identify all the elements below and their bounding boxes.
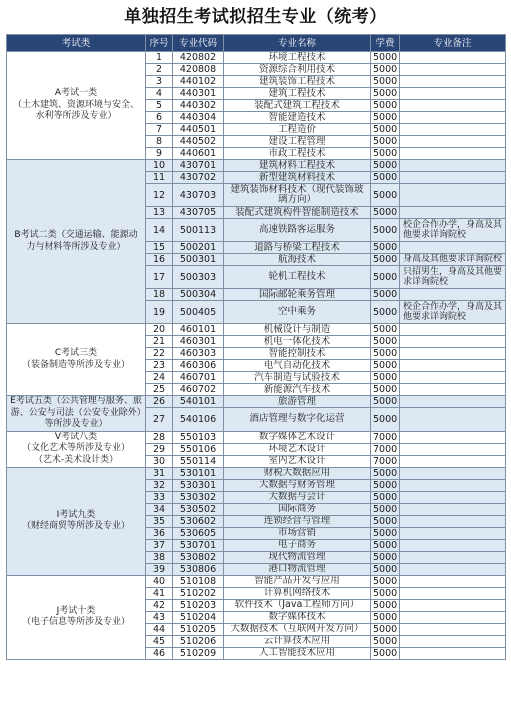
fee-cell: 5000 bbox=[371, 148, 400, 160]
note-cell bbox=[400, 324, 506, 336]
code-cell: 530301 bbox=[173, 479, 224, 491]
header-note: 专业备注 bbox=[400, 35, 506, 52]
major-name-cell: 旅游管理 bbox=[224, 396, 371, 408]
table-row bbox=[7, 467, 506, 479]
fee-cell: 5000 bbox=[371, 112, 400, 124]
major-name-cell: 轮机工程技术 bbox=[224, 266, 371, 289]
number-cell: 24 bbox=[146, 372, 173, 384]
fee-cell: 5000 bbox=[371, 539, 400, 551]
number-cell: 28 bbox=[146, 431, 173, 443]
number-cell: 44 bbox=[146, 623, 173, 635]
fee-cell: 5000 bbox=[371, 136, 400, 148]
major-name-cell: 国际邮轮乘务管理 bbox=[224, 289, 371, 301]
major-name-cell: 市场营销 bbox=[224, 527, 371, 539]
note-cell bbox=[400, 384, 506, 396]
number-cell: 13 bbox=[146, 207, 173, 219]
note-cell bbox=[400, 563, 506, 575]
category-group bbox=[7, 431, 506, 467]
code-cell: 510202 bbox=[173, 587, 224, 599]
fee-cell: 7000 bbox=[371, 455, 400, 467]
code-cell: 440302 bbox=[173, 100, 224, 112]
page-title: 单独招生考试拟招生专业（统考） bbox=[124, 7, 387, 27]
major-name-cell: 软件技术（Java工程师方向） bbox=[224, 599, 371, 611]
number-cell: 9 bbox=[146, 148, 173, 160]
major-name-cell: 道路与桥梁工程技术 bbox=[224, 242, 371, 254]
code-cell: 510209 bbox=[173, 647, 224, 659]
note-cell bbox=[400, 611, 506, 623]
number-cell: 8 bbox=[146, 136, 173, 148]
fee-cell: 5000 bbox=[371, 172, 400, 184]
note-cell bbox=[400, 112, 506, 124]
number-cell: 4 bbox=[146, 88, 173, 100]
category-cell: A考试一类 （土木建筑、资源环境与安全、水利等所涉及专业） bbox=[7, 52, 146, 160]
note-cell bbox=[400, 431, 506, 443]
number-cell: 31 bbox=[146, 467, 173, 479]
note-cell bbox=[400, 575, 506, 587]
code-cell: 540101 bbox=[173, 396, 224, 408]
fee-cell: 5000 bbox=[371, 348, 400, 360]
note-cell bbox=[400, 64, 506, 76]
category-group bbox=[7, 396, 506, 432]
number-cell: 37 bbox=[146, 539, 173, 551]
code-cell: 530605 bbox=[173, 527, 224, 539]
code-cell: 550106 bbox=[173, 443, 224, 455]
code-cell: 500301 bbox=[173, 254, 224, 266]
fee-cell: 5000 bbox=[371, 467, 400, 479]
note-cell bbox=[400, 360, 506, 372]
major-name-cell: 机械设计与制造 bbox=[224, 324, 371, 336]
category-group bbox=[7, 160, 506, 324]
note-cell bbox=[400, 635, 506, 647]
note-cell bbox=[400, 539, 506, 551]
number-cell: 15 bbox=[146, 242, 173, 254]
fee-cell: 5000 bbox=[371, 88, 400, 100]
code-cell: 530602 bbox=[173, 515, 224, 527]
major-name-cell: 建筑材料工程技术 bbox=[224, 160, 371, 172]
code-cell: 500304 bbox=[173, 289, 224, 301]
major-name-cell: 电气自动化技术 bbox=[224, 360, 371, 372]
number-cell: 2 bbox=[146, 64, 173, 76]
code-cell: 530802 bbox=[173, 551, 224, 563]
major-name-cell: 智能建造技术 bbox=[224, 112, 371, 124]
number-cell: 11 bbox=[146, 172, 173, 184]
code-cell: 460301 bbox=[173, 336, 224, 348]
code-cell: 440102 bbox=[173, 76, 224, 88]
note-cell bbox=[400, 491, 506, 503]
note-cell bbox=[400, 396, 506, 408]
fee-cell: 5000 bbox=[371, 324, 400, 336]
major-name-cell: 智能控制技术 bbox=[224, 348, 371, 360]
fee-cell: 5000 bbox=[371, 623, 400, 635]
note-cell bbox=[400, 124, 506, 136]
fee-cell: 5000 bbox=[371, 503, 400, 515]
number-cell: 16 bbox=[146, 254, 173, 266]
fee-cell: 5000 bbox=[371, 372, 400, 384]
note-cell bbox=[400, 587, 506, 599]
category-group bbox=[7, 52, 506, 160]
fee-cell: 5000 bbox=[371, 563, 400, 575]
number-cell: 3 bbox=[146, 76, 173, 88]
note-cell: 校企合作办学，身高及其他要求详询院校 bbox=[400, 301, 506, 324]
major-name-cell: 机电一体化技术 bbox=[224, 336, 371, 348]
table-row bbox=[7, 160, 506, 172]
number-cell: 23 bbox=[146, 360, 173, 372]
number-cell: 45 bbox=[146, 635, 173, 647]
note-cell bbox=[400, 336, 506, 348]
code-cell: 540106 bbox=[173, 408, 224, 431]
number-cell: 12 bbox=[146, 184, 173, 207]
note-cell bbox=[400, 136, 506, 148]
table-row bbox=[7, 52, 506, 64]
fee-cell: 5000 bbox=[371, 408, 400, 431]
major-name-cell: 酒店管理与数字化运营 bbox=[224, 408, 371, 431]
code-cell: 530806 bbox=[173, 563, 224, 575]
number-cell: 43 bbox=[146, 611, 173, 623]
major-name-cell: 资源综合利用技术 bbox=[224, 64, 371, 76]
code-cell: 440304 bbox=[173, 112, 224, 124]
major-name-cell: 大数据与会计 bbox=[224, 491, 371, 503]
category-group bbox=[7, 575, 506, 659]
header-fee: 学费 bbox=[371, 35, 400, 52]
code-cell: 550114 bbox=[173, 455, 224, 467]
major-name-cell: 计算机网络技术 bbox=[224, 587, 371, 599]
fee-cell: 5000 bbox=[371, 527, 400, 539]
major-name-cell: 大数据与财务管理 bbox=[224, 479, 371, 491]
major-name-cell: 云计算技术应用 bbox=[224, 635, 371, 647]
number-cell: 20 bbox=[146, 324, 173, 336]
major-name-cell: 航海技术 bbox=[224, 254, 371, 266]
fee-cell: 5000 bbox=[371, 384, 400, 396]
major-name-cell: 智能产品开发与应用 bbox=[224, 575, 371, 587]
code-cell: 530302 bbox=[173, 491, 224, 503]
code-cell: 440301 bbox=[173, 88, 224, 100]
major-name-cell: 国际商务 bbox=[224, 503, 371, 515]
major-name-cell: 财税大数据应用 bbox=[224, 467, 371, 479]
code-cell: 460306 bbox=[173, 360, 224, 372]
major-name-cell: 数字媒体技术 bbox=[224, 611, 371, 623]
fee-cell: 5000 bbox=[371, 184, 400, 207]
code-cell: 510108 bbox=[173, 575, 224, 587]
major-name-cell: 市政工程技术 bbox=[224, 148, 371, 160]
number-cell: 19 bbox=[146, 301, 173, 324]
note-cell bbox=[400, 100, 506, 112]
number-cell: 6 bbox=[146, 112, 173, 124]
number-cell: 32 bbox=[146, 479, 173, 491]
code-cell: 530701 bbox=[173, 539, 224, 551]
fee-cell: 5000 bbox=[371, 647, 400, 659]
fee-cell: 5000 bbox=[371, 587, 400, 599]
note-cell bbox=[400, 88, 506, 100]
header-major-name: 专业名称 bbox=[224, 35, 371, 52]
table-row bbox=[7, 324, 506, 336]
table-row bbox=[7, 431, 506, 443]
number-cell: 14 bbox=[146, 219, 173, 242]
note-cell bbox=[400, 207, 506, 219]
fee-cell: 5000 bbox=[371, 575, 400, 587]
note-cell bbox=[400, 242, 506, 254]
note-cell bbox=[400, 503, 506, 515]
number-cell: 1 bbox=[146, 52, 173, 64]
major-name-cell: 人工智能技术应用 bbox=[224, 647, 371, 659]
code-cell: 510205 bbox=[173, 623, 224, 635]
number-cell: 46 bbox=[146, 647, 173, 659]
major-name-cell: 建筑工程技术 bbox=[224, 88, 371, 100]
fee-cell: 5000 bbox=[371, 219, 400, 242]
code-cell: 500201 bbox=[173, 242, 224, 254]
number-cell: 33 bbox=[146, 491, 173, 503]
category-cell: I考试九类 （财经商贸等所涉及专业） bbox=[7, 467, 146, 575]
number-cell: 34 bbox=[146, 503, 173, 515]
note-cell bbox=[400, 289, 506, 301]
category-cell: E考试五类（公共管理与服务、旅游、公安与司法（公安专业除外）等所涉及专业） bbox=[7, 396, 146, 432]
number-cell: 38 bbox=[146, 551, 173, 563]
fee-cell: 5000 bbox=[371, 289, 400, 301]
fee-cell: 5000 bbox=[371, 551, 400, 563]
fee-cell: 5000 bbox=[371, 336, 400, 348]
major-name-cell: 工程造价 bbox=[224, 124, 371, 136]
fee-cell: 7000 bbox=[371, 431, 400, 443]
table-row bbox=[7, 396, 506, 408]
fee-cell: 5000 bbox=[371, 611, 400, 623]
note-cell: 校企合作办学，身高及其他要求详询院校 bbox=[400, 219, 506, 242]
note-cell bbox=[400, 52, 506, 64]
note-cell bbox=[400, 515, 506, 527]
category-cell: B考试二类（交通运输、能源动力与材料等所涉及专业） bbox=[7, 160, 146, 324]
category-group bbox=[7, 467, 506, 575]
fee-cell: 5000 bbox=[371, 76, 400, 88]
number-cell: 17 bbox=[146, 266, 173, 289]
code-cell: 460701 bbox=[173, 372, 224, 384]
number-cell: 27 bbox=[146, 408, 173, 431]
code-cell: 510206 bbox=[173, 635, 224, 647]
code-cell: 430702 bbox=[173, 172, 224, 184]
major-name-cell: 环境工程技术 bbox=[224, 52, 371, 64]
fee-cell: 7000 bbox=[371, 443, 400, 455]
fee-cell: 5000 bbox=[371, 207, 400, 219]
note-cell bbox=[400, 76, 506, 88]
fee-cell: 5000 bbox=[371, 515, 400, 527]
table-header-row bbox=[7, 35, 506, 52]
note-cell bbox=[400, 467, 506, 479]
code-cell: 440601 bbox=[173, 148, 224, 160]
major-name-cell: 数字媒体艺术设计 bbox=[224, 431, 371, 443]
code-cell: 510204 bbox=[173, 611, 224, 623]
number-cell: 41 bbox=[146, 587, 173, 599]
header-category: 考试类 bbox=[7, 35, 146, 52]
code-cell: 550103 bbox=[173, 431, 224, 443]
code-cell: 440501 bbox=[173, 124, 224, 136]
major-name-cell: 建筑装饰材料技术（现代装饰玻璃方向） bbox=[224, 184, 371, 207]
code-cell: 530502 bbox=[173, 503, 224, 515]
category-group bbox=[7, 324, 506, 396]
number-cell: 18 bbox=[146, 289, 173, 301]
fee-cell: 5000 bbox=[371, 479, 400, 491]
number-cell: 35 bbox=[146, 515, 173, 527]
code-cell: 500113 bbox=[173, 219, 224, 242]
major-name-cell: 装配式建筑构件智能制造技术 bbox=[224, 207, 371, 219]
category-cell: C考试三类 （装备制造等所涉及专业） bbox=[7, 324, 146, 396]
fee-cell: 5000 bbox=[371, 599, 400, 611]
major-name-cell: 环境艺术设计 bbox=[224, 443, 371, 455]
fee-cell: 5000 bbox=[371, 242, 400, 254]
note-cell bbox=[400, 408, 506, 431]
code-cell: 460101 bbox=[173, 324, 224, 336]
fee-cell: 5000 bbox=[371, 360, 400, 372]
major-name-cell: 新型建筑材料技术 bbox=[224, 172, 371, 184]
code-cell: 430705 bbox=[173, 207, 224, 219]
number-cell: 39 bbox=[146, 563, 173, 575]
major-name-cell: 连锁经营与管理 bbox=[224, 515, 371, 527]
note-cell bbox=[400, 623, 506, 635]
note-cell: 身高及其他要求详询院校 bbox=[400, 254, 506, 266]
fee-cell: 5000 bbox=[371, 301, 400, 324]
major-name-cell: 新能源汽车技术 bbox=[224, 384, 371, 396]
note-cell: 只招男生，身高及其他要求详询院校 bbox=[400, 266, 506, 289]
header-code: 专业代码 bbox=[173, 35, 224, 52]
code-cell: 420802 bbox=[173, 52, 224, 64]
major-name-cell: 汽车制造与试验技术 bbox=[224, 372, 371, 384]
note-cell bbox=[400, 348, 506, 360]
major-name-cell: 装配式建筑工程技术 bbox=[224, 100, 371, 112]
number-cell: 22 bbox=[146, 348, 173, 360]
fee-cell: 5000 bbox=[371, 266, 400, 289]
note-cell bbox=[400, 455, 506, 467]
fee-cell: 5000 bbox=[371, 52, 400, 64]
note-cell bbox=[400, 599, 506, 611]
fee-cell: 5000 bbox=[371, 100, 400, 112]
code-cell: 500303 bbox=[173, 266, 224, 289]
major-name-cell: 建筑装饰工程技术 bbox=[224, 76, 371, 88]
number-cell: 5 bbox=[146, 100, 173, 112]
code-cell: 500405 bbox=[173, 301, 224, 324]
number-cell: 40 bbox=[146, 575, 173, 587]
note-cell bbox=[400, 479, 506, 491]
fee-cell: 5000 bbox=[371, 254, 400, 266]
major-name-cell: 建设工程管理 bbox=[224, 136, 371, 148]
fee-cell: 5000 bbox=[371, 64, 400, 76]
note-cell bbox=[400, 160, 506, 172]
note-cell bbox=[400, 372, 506, 384]
number-cell: 36 bbox=[146, 527, 173, 539]
code-cell: 510203 bbox=[173, 599, 224, 611]
fee-cell: 5000 bbox=[371, 491, 400, 503]
code-cell: 460702 bbox=[173, 384, 224, 396]
number-cell: 10 bbox=[146, 160, 173, 172]
table-row bbox=[7, 575, 506, 587]
number-cell: 29 bbox=[146, 443, 173, 455]
note-cell bbox=[400, 148, 506, 160]
number-cell: 21 bbox=[146, 336, 173, 348]
fee-cell: 5000 bbox=[371, 396, 400, 408]
fee-cell: 5000 bbox=[371, 160, 400, 172]
number-cell: 42 bbox=[146, 599, 173, 611]
number-cell: 26 bbox=[146, 396, 173, 408]
major-name-cell: 室内艺术设计 bbox=[224, 455, 371, 467]
number-cell: 7 bbox=[146, 124, 173, 136]
fee-cell: 5000 bbox=[371, 124, 400, 136]
note-cell bbox=[400, 647, 506, 659]
major-name-cell: 大数据技术（互联网开发方向） bbox=[224, 623, 371, 635]
note-cell bbox=[400, 172, 506, 184]
major-name-cell: 港口物流管理 bbox=[224, 563, 371, 575]
fee-cell: 5000 bbox=[371, 635, 400, 647]
majors-table bbox=[6, 34, 506, 660]
major-name-cell: 高速铁路客运服务 bbox=[224, 219, 371, 242]
code-cell: 440502 bbox=[173, 136, 224, 148]
note-cell bbox=[400, 184, 506, 207]
note-cell bbox=[400, 551, 506, 563]
category-cell: J考试十类 （电子信息等所涉及专业） bbox=[7, 575, 146, 659]
note-cell bbox=[400, 527, 506, 539]
number-cell: 30 bbox=[146, 455, 173, 467]
header-number: 序号 bbox=[146, 35, 173, 52]
code-cell: 420808 bbox=[173, 64, 224, 76]
note-cell bbox=[400, 443, 506, 455]
number-cell: 25 bbox=[146, 384, 173, 396]
code-cell: 460303 bbox=[173, 348, 224, 360]
major-name-cell: 电子商务 bbox=[224, 539, 371, 551]
major-name-cell: 现代物流管理 bbox=[224, 551, 371, 563]
major-name-cell: 空中乘务 bbox=[224, 301, 371, 324]
category-cell: V考试八类 （文化艺术等所涉及专业） （艺术-美术设计类） bbox=[7, 431, 146, 467]
code-cell: 530101 bbox=[173, 467, 224, 479]
code-cell: 430701 bbox=[173, 160, 224, 172]
code-cell: 430703 bbox=[173, 184, 224, 207]
